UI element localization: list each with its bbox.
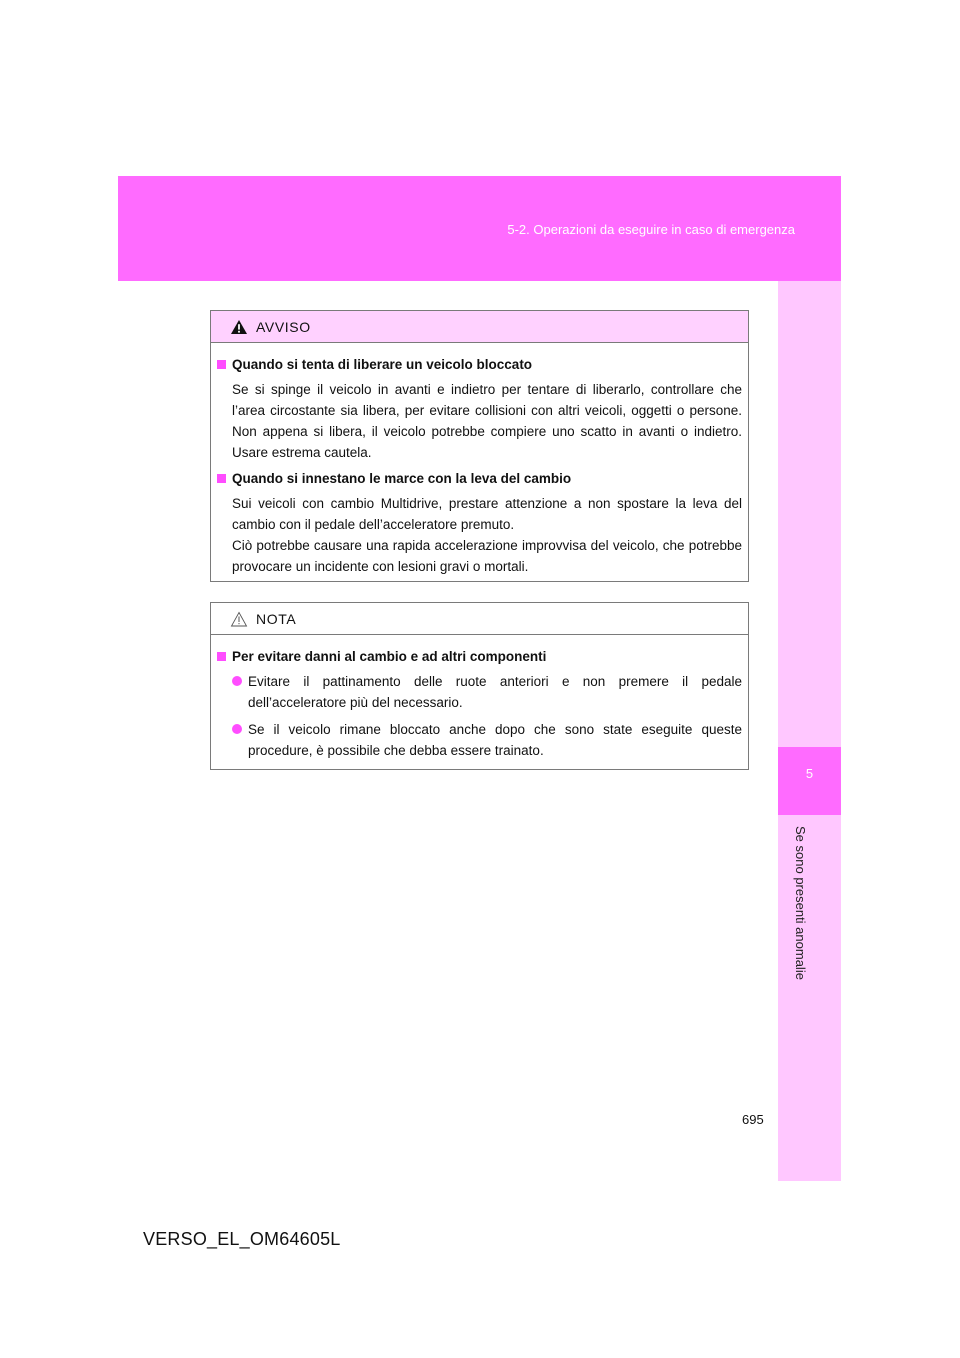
warning-box-header: [211, 311, 748, 343]
round-bullet-icon: [232, 724, 242, 734]
note-bullet-item: Evitare il pattinamento delle ruote anteriori e non premere il pedale dell’acceleratore più del necessario.: [217, 671, 742, 713]
document-code: VERSO_EL_OM64605L: [143, 1229, 341, 1249]
chapter-header-band: [118, 176, 841, 281]
square-bullet-icon: [217, 474, 226, 483]
warning-triangle-icon: [230, 319, 248, 335]
warning-item-title: Quando si innestano le marce con la leva del cambio: [217, 468, 742, 489]
section-title: 5-2. Operazioni da eseguire in caso di emergenza: [507, 222, 795, 237]
square-bullet-icon: [217, 652, 226, 661]
warning-paragraph: Ciò potrebbe causare una rapida accelerazione improvvisa del veicolo, che potrebbe provocare un incidente con lesioni gravi o mortali.: [232, 538, 742, 574]
side-tab-chapter-marker: [778, 747, 841, 815]
warning-paragraph: Se si spinge il veicolo in avanti e indietro per tentare di liberarlo, controllare che l’area circostante sia libera, per evitare collisioni con altri veicoli, oggetti o persone. Non appena si libera, il veicolo potrebbe compiere uno scatto in avanti o indietro. Usare estrema cautela.: [232, 382, 742, 460]
note-box: [210, 602, 749, 770]
caution-triangle-icon: [230, 611, 248, 627]
page-number: 695: [742, 1112, 764, 1127]
warning-box-body: [211, 343, 748, 577]
warning-box: [210, 310, 749, 582]
note-box-header: [211, 603, 748, 635]
note-box-body: [211, 635, 748, 761]
round-bullet-icon: [232, 676, 242, 686]
note-box-label: NOTA: [256, 610, 297, 627]
square-bullet-icon: [217, 360, 226, 369]
note-item-title: Per evitare danni al cambio e ad altri componenti: [217, 646, 742, 667]
side-tab-chapter-title: Se sono presenti anomalie: [793, 826, 808, 980]
side-tab-chapter-number: 5: [805, 766, 814, 781]
side-tab-strip: [778, 281, 841, 1181]
warning-box-label: AVVISO: [256, 318, 311, 335]
note-bullet-item: Se il veicolo rimane bloccato anche dopo che sono state eseguite queste procedure, è possibile che debba essere trainato.: [217, 719, 742, 761]
warning-paragraph: Sui veicoli con cambio Multidrive, prestare attenzione a non spostare la leva del cambio con il pedale dell’acceleratore premuto.: [232, 496, 742, 532]
warning-item-title: Quando si tenta di liberare un veicolo bloccato: [217, 354, 742, 375]
